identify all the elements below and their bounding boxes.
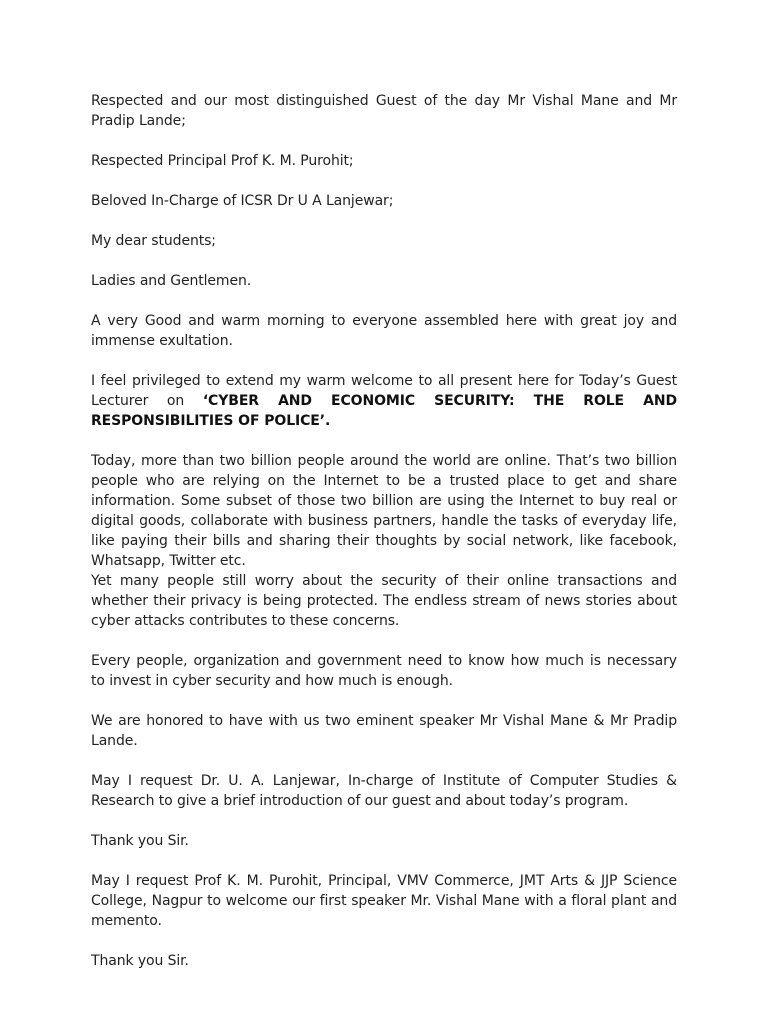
- thank-you-line-1: Thank you Sir.: [91, 833, 189, 849]
- request-welcome-paragraph: May I request Prof K. M. Purohit, Principal, VMV Commerce, JMT Arts & JJP Science College, Nagpur to welcome our first speaker Mr. Vishal Mane with a floral plant and memento.: [91, 873, 677, 929]
- welcome-text: I feel privileged to extend my warm welcome to all present here for Today’s Guest Lecturer on: [91, 373, 677, 409]
- request-introduction-paragraph: May I request Dr. U. A. Lanjewar, In-charge of Institute of Computer Studies & Research to give a brief introduction of our guest and about today’s program.: [91, 773, 677, 809]
- document-page: [91, 91, 677, 991]
- salutation-guests: Respected and our most distinguished Guest of the day Mr Vishal Mane and Mr Pradip Lande;: [91, 93, 677, 129]
- salutation-principal: Respected Principal Prof K. M. Purohit;: [91, 153, 354, 169]
- welcome-paragraph: [91, 371, 677, 431]
- greeting-paragraph: A very Good and warm morning to everyone assembled here with great joy and immense exultation.: [91, 313, 677, 349]
- online-paragraph: Today, more than two billion people around the world are online. That’s two billion people who are relying on the Internet to be a trusted place to get and share information. Some subset of those two billion are using the Internet to buy real or digital goods, collaborate with business partners, handle the tasks of everyday life, like paying their bills and sharing their thoughts by social network, like facebook, Whatsapp, Twitter etc.: [91, 453, 677, 569]
- invest-paragraph: Every people, organization and government need to know how much is necessary to invest in cyber security and how much is enough.: [91, 653, 677, 689]
- salutation-ladies-gentlemen: Ladies and Gentlemen.: [91, 273, 252, 289]
- worry-paragraph: Yet many people still worry about the security of their online transactions and whether their privacy is being protected. The endless stream of news stories about cyber attacks contributes to these concerns.: [91, 573, 677, 629]
- thank-you-line-2: Thank you Sir.: [91, 953, 189, 969]
- salutation-incharge: Beloved In-Charge of ICSR Dr U A Lanjewar;: [91, 193, 394, 209]
- honored-paragraph: We are honored to have with us two eminent speaker Mr Vishal Mane & Mr Pradip Lande.: [91, 713, 677, 749]
- salutation-students: My dear students;: [91, 233, 216, 249]
- lecture-topic: ‘CYBER AND ECONOMIC SECURITY: THE ROLE AND RESPONSIBILITIES OF POLICE’.: [91, 393, 677, 429]
